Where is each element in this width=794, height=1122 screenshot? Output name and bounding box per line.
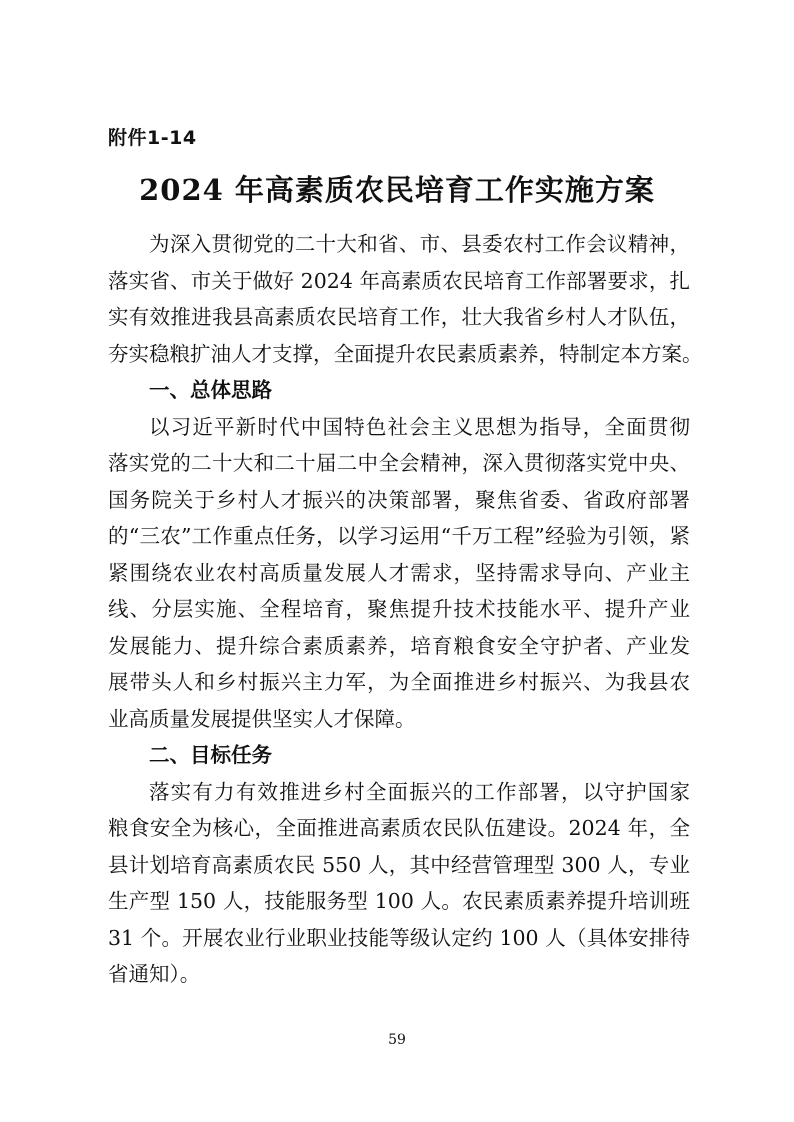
paragraph-line: 的“三农”工作重点任务，以学习运用“千万工程”经验为引领，紧 [108,524,690,548]
paragraph-line: 为深入贯彻党的二十大和省、市、县委农村工作会议精神， [149,232,690,256]
paragraph-line: 省通知）。 [108,962,201,986]
paragraph-line: 落实省、市关于做好 2024 年高素质农民培育工作部署要求，扎 [108,268,690,293]
paragraph-line: 实有效推进我县高素质农民培育工作，壮大我省乡村人才队伍， [108,305,690,329]
paragraph-line: 县计划培育高素质农民 550 人，其中经营管理型 300 人，专业 [108,852,690,877]
paragraph-line: 国务院关于乡村人才振兴的决策部署，聚焦省委、省政府部署 [108,487,690,512]
document-body [108,226,703,993]
page-number: 59 [388,1032,406,1048]
paragraph-line: 生产型 150 人，技能服务型 100 人。农民素质素养提升培训班 [108,889,690,913]
paragraph-line: 31 个。开展农业行业职业技能等级认定约 100 人（具体安排待 [108,925,690,950]
paragraph-line: 紧围绕农业农村高质量发展人才需求，坚持需求导向、产业主 [108,560,690,585]
paragraph-line: 粮食安全为核心，全面推进高素质农民队伍建设。2024 年，全 [108,816,690,840]
paragraph-line: 线、分层实施、全程培育，聚焦提升技术技能水平、提升产业 [108,597,690,621]
section-heading: 一、总体思路 [149,378,272,402]
paragraph-line: 夯实稳粮扩油人才支撑，全面提升农民素质素养，特制定本方案。 [108,341,703,366]
paragraph-line: 业高质量发展提供坚实人才保障。 [108,706,416,731]
section-heading: 二、目标任务 [149,743,272,767]
paragraph-line: 落实党的二十大和二十届二中全会精神，深入贯彻落实党中央、 [108,451,690,475]
paragraph-line: 展带头人和乡村振兴主力军，为全面推进乡村振兴、为我县农 [108,670,690,694]
paragraph-line: 落实有力有效推进乡村全面振兴的工作部署，以守护国家 [149,779,690,804]
document-title: 2024 年高素质农民培育工作实施方案 [139,173,655,207]
attachment-label: 附件1-14 [108,127,197,149]
paragraph-line: 以习近平新时代中国特色社会主义思想为指导，全面贯彻 [149,414,690,439]
paragraph-line: 发展能力、提升综合素质素养，培育粮食安全守护者、产业发 [108,633,690,658]
